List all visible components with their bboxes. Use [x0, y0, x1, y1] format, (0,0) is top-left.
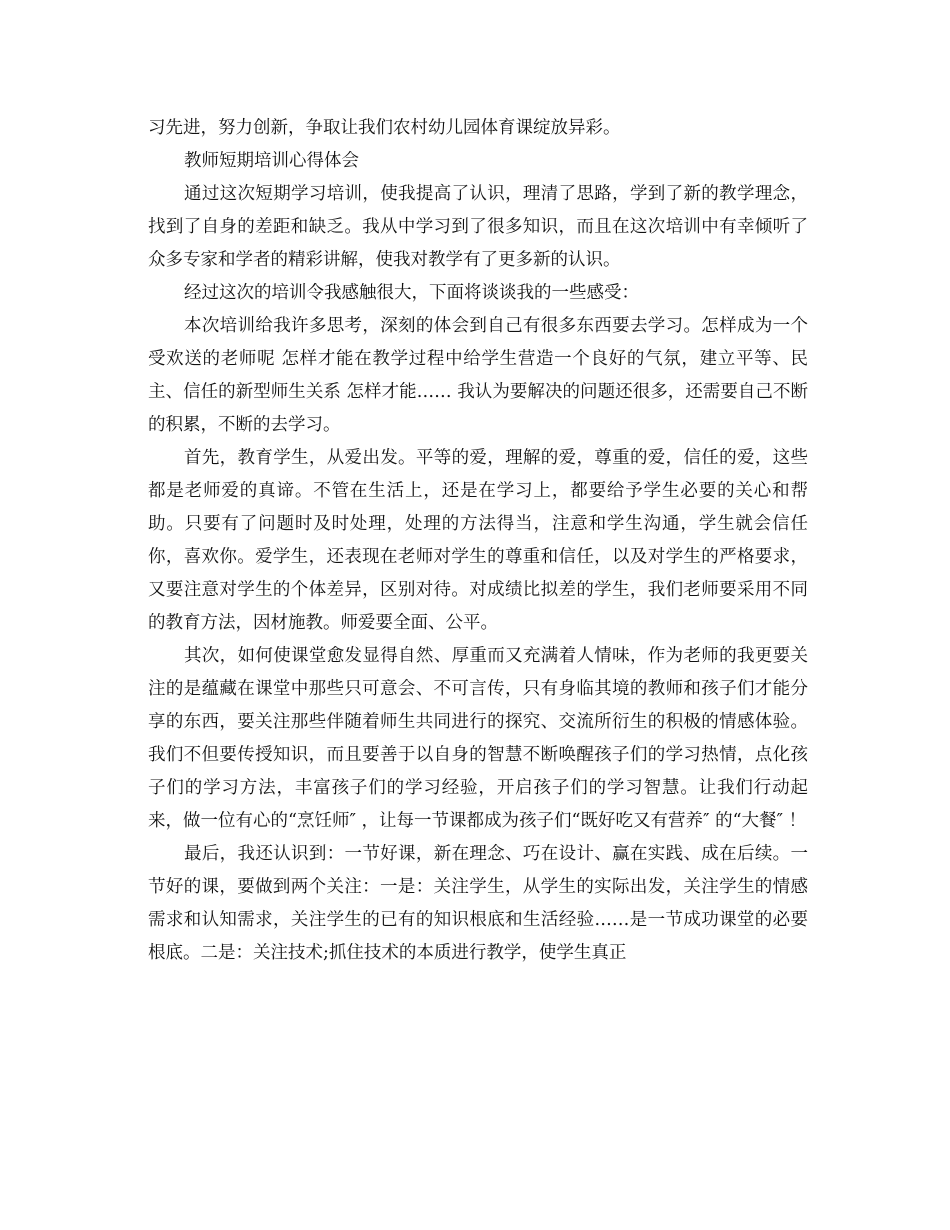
paragraph-intro: 通过这次短期学习培训，使我提高了认识，理清了思路，学到了新的教学理念，找到了自身的差距和缺乏。我从中学习到了很多知识，而且在这次培训中有幸倾听了众多专家和学者的精彩讲解，使我对教学有了更多新的认识。: [148, 184, 808, 270]
document-body: [148, 112, 808, 970]
paragraph-continuation: 习先进，努力创新，争取让我们农村幼儿园体育课绽放异彩。: [148, 118, 621, 138]
paragraph-last: 最后，我还认识到：一节好课，新在理念、巧在设计、赢在实践、成在后续。一节好的课，要做到两个关注：一是：关注学生，从学生的实际出发，关注学生的情感需求和认知需求，关注学生的已有的知识根底和生活经验……是一节成功课堂的必要根底。二是：关注技术;抓住技术的本质进行教学，使学生真正: [148, 844, 808, 963]
section-title: 教师短期培训心得体会: [184, 151, 359, 171]
paragraph-feelings-lead: 经过这次的培训令我感触很大，下面将谈谈我的一些感受：: [184, 283, 639, 303]
paragraph-second: 其次，如何使课堂愈发显得自然、厚重而又充满着人情味，作为老师的我更要关注的是蕴藏在课堂中那些只可意会、不可言传，只有身临其境的教师和孩子们才能分享的东西，要关注那些伴随着师生共同进行的探究、交流所衍生的积极的情感体验。我们不但要传授知识，而且要善于以自身的智慧不断唤醒孩子们的学习热情，点化孩子们的学习方法，丰富孩子们的学习经验，开启孩子们的学习智慧。让我们行动起来，做一位有心的“烹饪师″ ，让每一节课都成为孩子们“既好吃又有营养″ 的“大餐″ ！: [148, 646, 808, 831]
paragraph-first: 首先，教育学生，从爱出发。平等的爱，理解的爱，尊重的爱，信任的爱，这些都是老师爱的真谛。不管在生活上，还是在学习上，都要给予学生必要的关心和帮助。只要有了问题时及时处理，处理的方法得当，注意和学生沟通，学生就会信任你，喜欢你。爱学生，还表现在老师对学生的尊重和信任，以及对学生的严格要求，又要注意对学生的个体差异，区别对待。对成绩比拟差的学生，我们老师要采用不同的教育方法，因材施教。师爱要全面、公平。: [148, 448, 808, 633]
paragraph-reflection: 本次培训给我许多思考，深刻的体会到自己有很多东西要去学习。怎样成为一个受欢送的老师呢 怎样才能在教学过程中给学生营造一个良好的气氛，建立平等、民主、信任的新型师生关系 怎样才能…… 我认为要解决的问题还很多，还需要自己不断的积累，不断的去学习。: [148, 316, 808, 435]
